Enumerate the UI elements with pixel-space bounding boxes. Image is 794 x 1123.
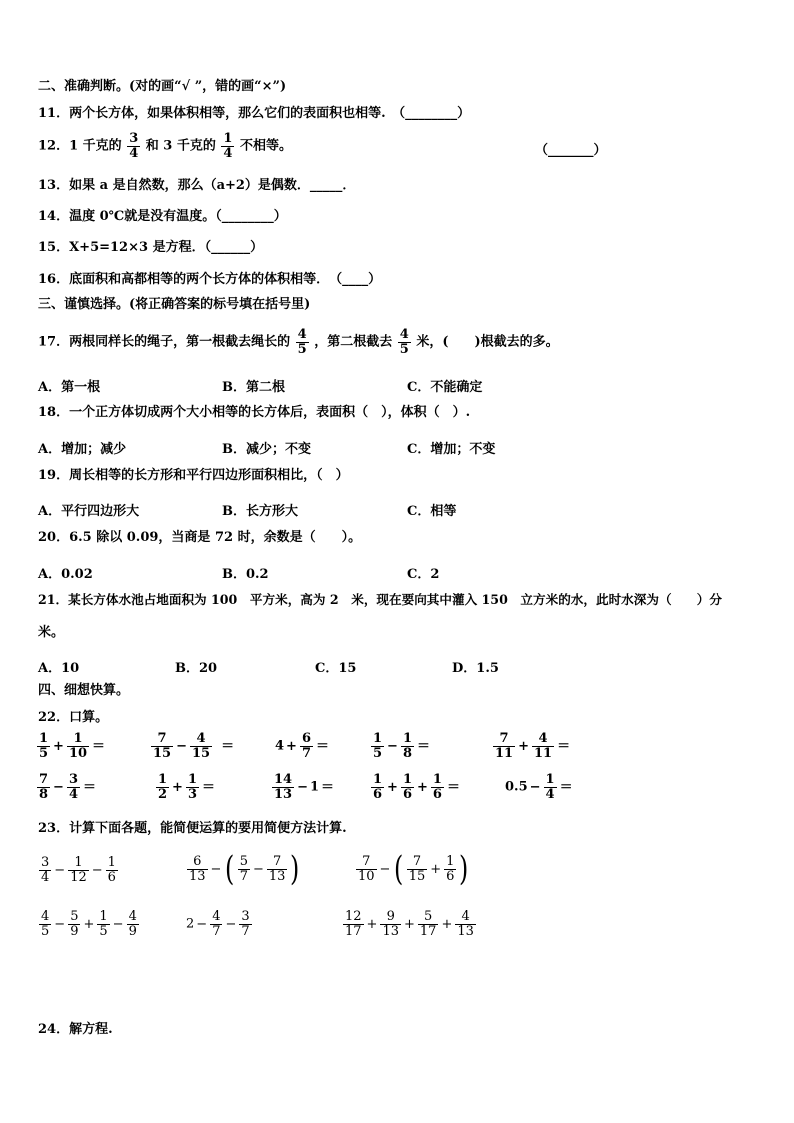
q19-option-a[interactable]: A．平行四边形大 — [38, 504, 140, 519]
section-heading-judge: 二、准确判断。(对的画“√ ”，错的画“×”) — [38, 79, 287, 94]
mental-calc-10: 0.5 − $\frac{1}{4}$ ＝ — [505, 772, 573, 802]
question-18: 18．一个正方体切成两个大小相等的长方体后，表面积（ ），体积（ ）. — [38, 405, 471, 420]
question-14: 14．温度 0℃就是没有温度。（________） — [38, 209, 287, 224]
q20-option-b[interactable]: B．0.2 — [222, 567, 269, 582]
fraction: $\frac{4}{5}$ — [297, 327, 307, 357]
question-23-title: 23．计算下面各题，能简便运算的要用简便方法计算. — [38, 821, 347, 836]
q12-text-a: 12．1 千克的 — [38, 138, 122, 154]
fraction: $\frac{4}{5}$ — [399, 327, 409, 357]
calc-problem-4: $\frac{4}{5}$ − $\frac{5}{9}$ + $\frac{1}{5}$ − $\frac{4}{9}$ — [41, 909, 137, 939]
question-22-title: 22．口算。 — [38, 710, 109, 725]
q20-option-c[interactable]: C．2 — [407, 567, 440, 582]
q17-option-a[interactable]: A．第一根 — [38, 380, 101, 395]
mental-calc-4: $\frac{1}{5}$ − $\frac{1}{8}$ ＝ — [373, 731, 431, 761]
calc-problem-5: 2 − $\frac{4}{7}$ − $\frac{3}{7}$ — [186, 909, 250, 939]
mental-calc-3: 4 + $\frac{6}{7}$ ＝ — [275, 731, 330, 761]
q18-option-b[interactable]: B．减少；不变 — [222, 442, 311, 457]
q19-option-b[interactable]: B．长方形大 — [222, 504, 298, 519]
question-24-title: 24．解方程. — [38, 1022, 113, 1037]
question-16: 16．底面积和高都相等的两个长方体的体积相等． （____） — [38, 272, 382, 287]
q12-text-b: 和 3 千克的 — [145, 138, 216, 154]
mental-calc-1: $\frac{1}{5}$ + $\frac{1}{10}$ ＝ — [39, 731, 106, 761]
q21-option-d[interactable]: D．1.5 — [452, 661, 499, 676]
mental-calc-6: $\frac{7}{8}$ − $\frac{3}{4}$ ＝ — [39, 772, 97, 802]
question-19: 19．周长相等的长方形和平行四边形面积相比，（ ） — [38, 468, 349, 483]
question-11: 11．两个长方体，如果体积相等，那么它们的表面积也相等. （________） — [38, 106, 471, 121]
question-15: 15．X+5=12×3 是方程．（______） — [38, 240, 264, 255]
question-13: 13．如果 a 是自然数，那么（a+2）是偶数．_____． — [38, 178, 356, 193]
question-21-line2: 米。 — [38, 625, 65, 640]
mental-calc-7: $\frac{1}{2}$ + $\frac{1}{3}$ ＝ — [158, 772, 216, 802]
q21-option-c[interactable]: C．15 — [315, 661, 357, 676]
calc-problem-3: $\frac{7}{10}$ − ( $\frac{7}{15}$ + $\frac{1}{6}$ ) — [358, 849, 469, 889]
section-heading-choice: 三、谨慎选择。(将正确答案的标号填在括号里) — [38, 297, 311, 312]
q17-text-a: 17．两根同样长的绳子，第一根截去绳长的 — [38, 334, 291, 350]
q21-option-a[interactable]: A．10 — [38, 661, 80, 676]
q12-answer-blank[interactable]: （_______） — [535, 143, 607, 158]
q20-option-a[interactable]: A．0.02 — [38, 567, 93, 582]
q18-option-a[interactable]: A．增加；减少 — [38, 442, 127, 457]
mental-calc-2: $\frac{7}{15}$ − $\frac{4}{15}$ ＝ — [153, 731, 235, 761]
mental-calc-8: $\frac{14}{13}$ − 1 ＝ — [274, 772, 335, 802]
q18-option-c[interactable]: C．增加；不变 — [407, 442, 496, 457]
question-12 — [38, 132, 292, 160]
q21-option-b[interactable]: B．20 — [175, 661, 218, 676]
question-20: 20．6.5 除以 0.09，当商是 72 时，余数是（ ）。 — [38, 530, 362, 545]
q17-option-b[interactable]: B．第二根 — [222, 380, 285, 395]
calc-problem-2: $\frac{6}{13}$ − ( $\frac{5}{7}$ − $\frac{7}{13}$ ) — [189, 849, 300, 889]
section-heading-compute: 四、细想快算。 — [38, 683, 130, 698]
q17-text-c: 米，( )根截去的多。 — [416, 334, 559, 350]
question-21-line1: 21．某长方体水池占地面积为 100 平方米，高为 2 米，现在要向其中灌入 150 立方米的水，此时水深为（ ）分 — [38, 592, 722, 607]
q17-text-b: ，第二根截去 — [314, 334, 393, 350]
fraction: $\frac{1}{4}$ — [223, 131, 233, 161]
q19-option-c[interactable]: C．相等 — [407, 504, 457, 519]
question-17 — [38, 328, 559, 356]
calc-problem-1: $\frac{3}{4}$ − $\frac{1}{12}$ − $\frac{1}{6}$ — [41, 855, 116, 885]
fraction: $\frac{3}{4}$ — [129, 131, 139, 161]
calc-problem-6: $\frac{12}{17}$ + $\frac{9}{13}$ + $\frac{5}{17}$ + $\frac{4}{13}$ — [345, 909, 474, 939]
mental-calc-5: $\frac{7}{11}$ + $\frac{4}{11}$ ＝ — [495, 731, 571, 761]
q17-option-c[interactable]: C．不能确定 — [407, 380, 483, 395]
q12-text-c: 不相等。 — [240, 138, 293, 154]
mental-calc-9: $\frac{1}{6}$ + $\frac{1}{6}$ + $\frac{1}{6}$ ＝ — [373, 772, 460, 802]
